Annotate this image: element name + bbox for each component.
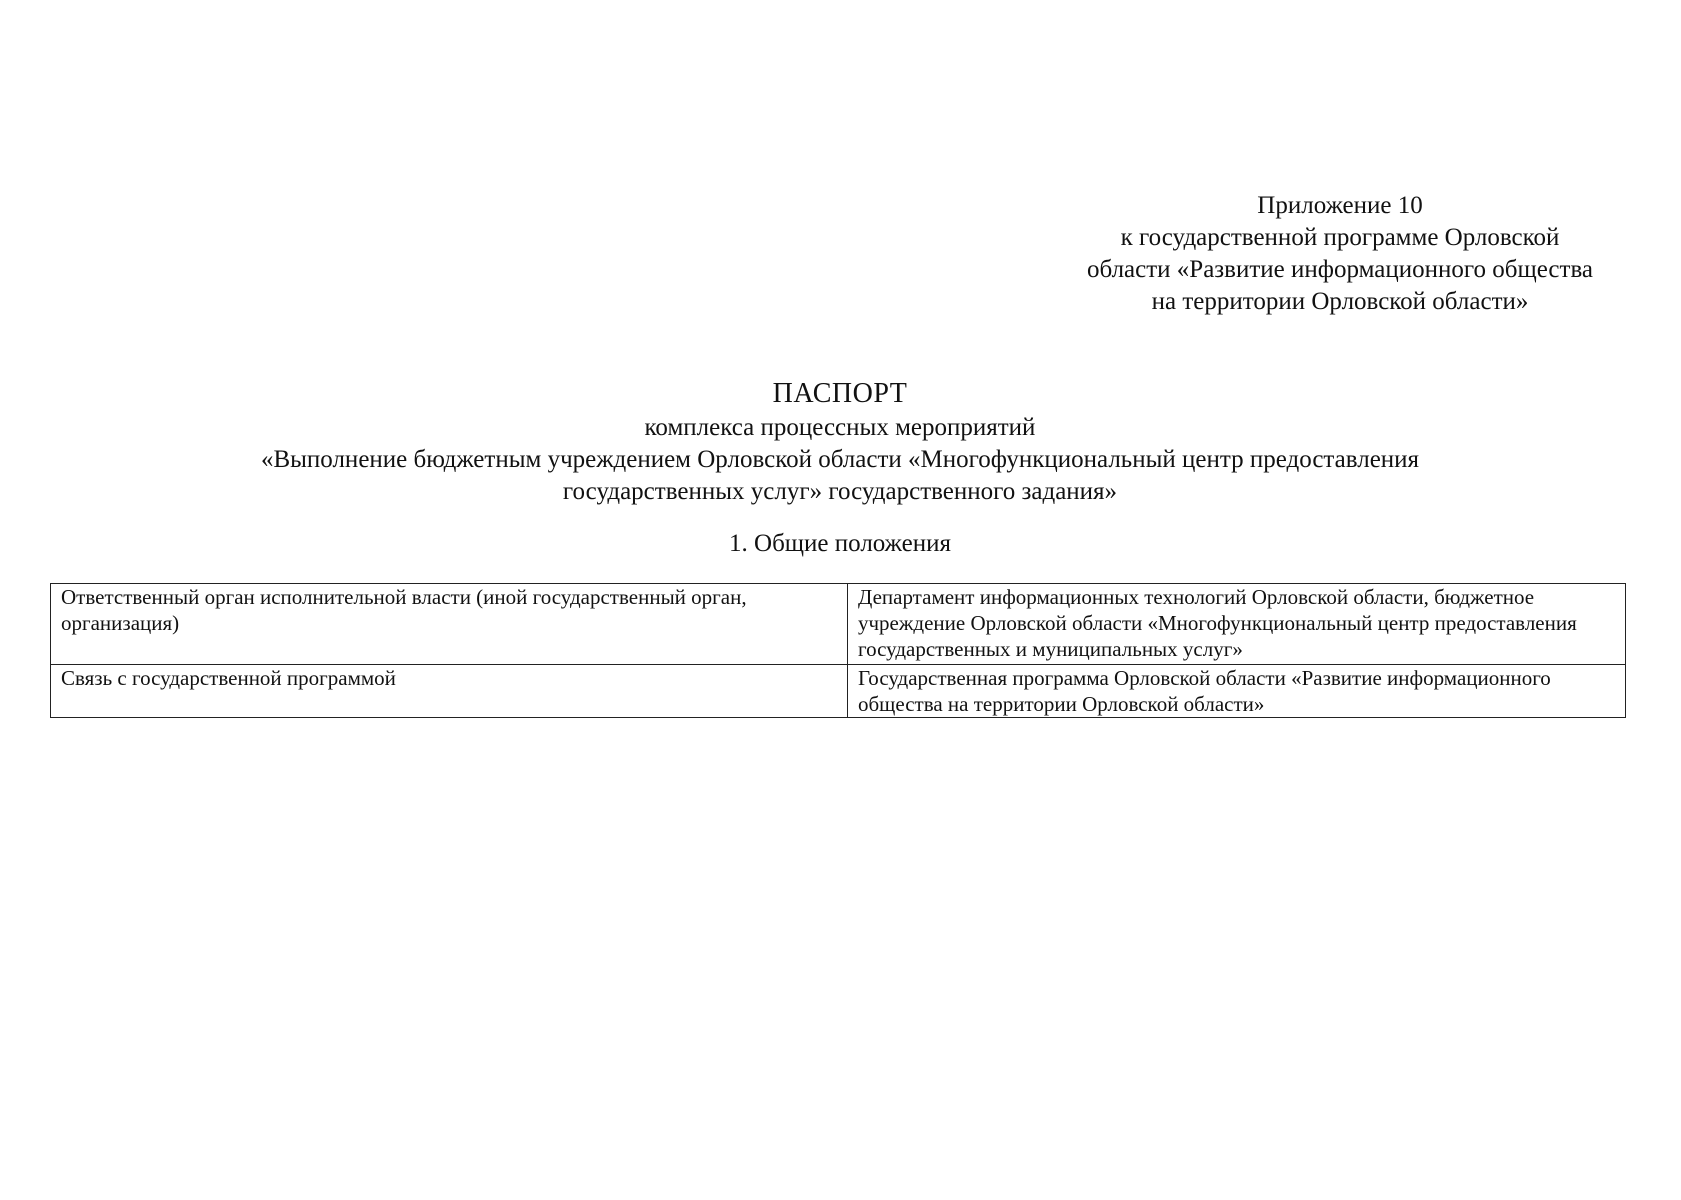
table-cell-label — [51, 665, 848, 718]
table-cell-value — [848, 584, 1626, 665]
program-link-label: Связь с государственной программой — [61, 666, 396, 690]
responsible-body-label: Ответственный орган исполнительной власти (иной государственный орган, организация) — [61, 585, 747, 635]
appendix-note — [1040, 190, 1640, 318]
table-cell-label — [51, 584, 848, 665]
subtitle-line-1: комплекса процессных мероприятий — [644, 414, 1036, 441]
appendix-line-2: к государственной программе Орловской — [1120, 224, 1560, 251]
subtitle-line-3: государственных услуг» государственного задания» — [562, 478, 1118, 505]
document-heading — [60, 376, 1620, 508]
table-row — [51, 584, 1626, 665]
general-provisions-table — [50, 583, 1626, 718]
page-title: ПАСПОРТ — [772, 378, 908, 409]
section-title: 1. Общие положения — [729, 530, 951, 557]
table-cell-value — [848, 665, 1626, 718]
program-link-value: Государственная программа Орловской области «Развитие информационного общества на территории Орловской области» — [858, 666, 1551, 716]
table-row — [51, 665, 1626, 718]
appendix-line-4: на территории Орловской области» — [1151, 288, 1529, 315]
appendix-line-1: Приложение 10 — [1257, 192, 1423, 219]
subtitle-line-2: «Выполнение бюджетным учреждением Орловской области «Многофункциональный центр предоставления — [260, 446, 1420, 473]
responsible-body-value: Департамент информационных технологий Орловской области, бюджетное учреждение Орловской области «Многофункциональный центр предоставления государственных и муниципальных услуг» — [858, 585, 1577, 661]
appendix-line-3: области «Развитие информационного общества — [1086, 256, 1594, 283]
